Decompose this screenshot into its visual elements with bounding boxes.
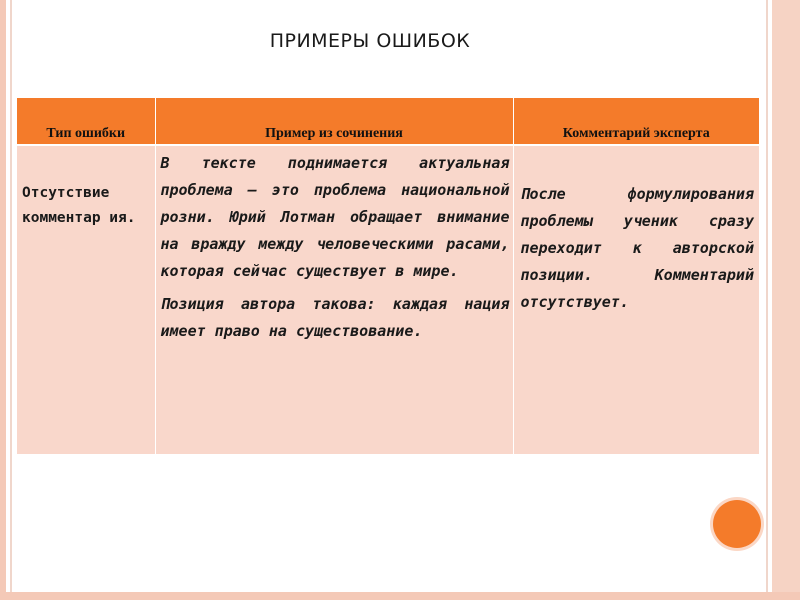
example-paragraph: Позиция автора такова: каждая нация имеет право на существование.	[160, 295, 510, 340]
slide-frame-right-line	[766, 0, 768, 600]
slide-frame-bottom	[0, 592, 800, 600]
error-type-text: Отсутствие комментар ия.	[22, 185, 136, 226]
expert-comment-text: После формулирования проблемы ученик сразу переходит к авторской позиции. Комментарий отсутствует.	[520, 185, 754, 311]
example-paragraph: В тексте поднимается актуальная проблема — это проблема национальной розни. Юрий Лотман обращает внимание на вражду между человеческими расами, которая сейчас существует в мире.	[160, 154, 510, 280]
orange-circle-decoration-icon	[713, 500, 761, 548]
cell-error-type	[17, 145, 155, 454]
table-header-row	[17, 98, 759, 145]
slide-frame-right	[772, 0, 800, 600]
page-title: ПРИМЕРЫ ОШИБОК	[269, 30, 471, 52]
slide-frame-left-line	[10, 0, 12, 600]
errors-table	[17, 98, 759, 454]
header-expert-comment: Комментарий эксперта	[513, 98, 759, 145]
header-essay-example: Пример из сочинения	[155, 98, 513, 145]
table-row	[17, 145, 759, 454]
header-error-type: Тип ошибки	[17, 98, 155, 145]
slide-frame-left	[0, 0, 6, 600]
cell-expert-comment	[513, 145, 759, 454]
cell-essay-example	[155, 145, 513, 454]
